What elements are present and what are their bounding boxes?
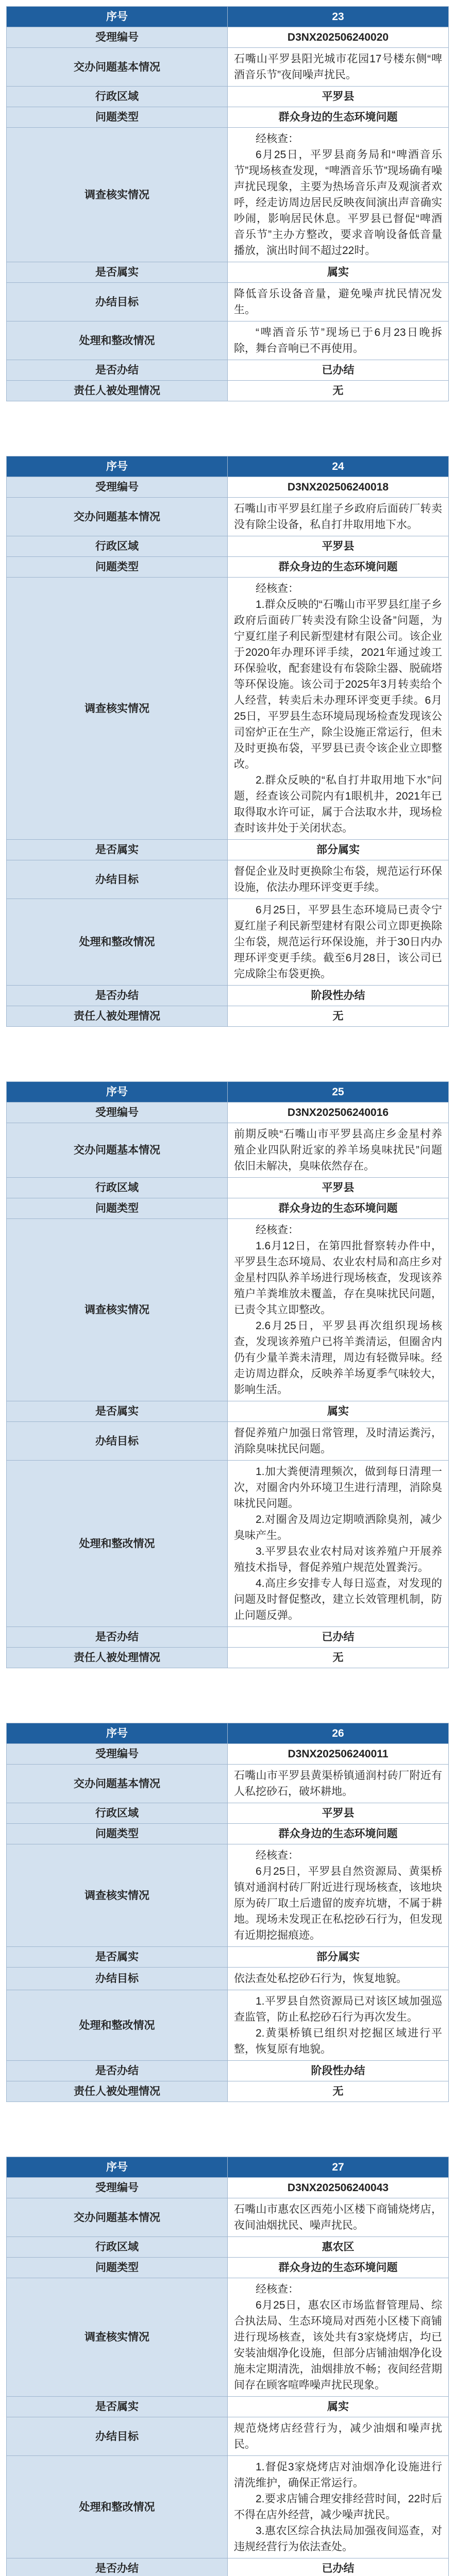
finished-value: 已办结 xyxy=(228,2558,449,2576)
row-type xyxy=(7,1198,449,1219)
finished-value: 阶段性办结 xyxy=(228,2061,449,2081)
row-basic xyxy=(7,2198,449,2237)
row-responsible xyxy=(7,1006,449,1027)
district-value: 平罗县 xyxy=(228,536,449,557)
row-is-true xyxy=(7,1947,449,1968)
goal-value: 督促企业及时更换除尘布袋，规范运行环保设施，依法办理环评变更手续。 xyxy=(228,860,449,899)
row-is-true xyxy=(7,262,449,283)
row-seq xyxy=(7,7,449,27)
responsible-label: 责任人被处理情况 xyxy=(7,381,228,401)
type-value: 群众身边的生态环境问题 xyxy=(228,107,449,128)
row-basic xyxy=(7,498,449,536)
verify-paragraph: 6月25日，平罗县自然资源局、黄渠桥镇对通润村砖厂附近进行现场核查，该地块原为砖厂取土后遗留的废弃坑塘，不属于耕地。现场未发现正在私挖砂石行为，但发现有近期挖掘痕迹。 xyxy=(234,1866,442,1941)
verify-value xyxy=(228,2278,449,2397)
verify-paragraph: 经核查： xyxy=(256,2283,299,2295)
basic-label: 交办问题基本情况 xyxy=(7,48,228,87)
seq-label: 序号 xyxy=(7,7,228,27)
basic-value: 石嘴山市平罗县红崖子乡政府后面砖厂转卖没有除尘设备，私自打井取用地下水。 xyxy=(228,498,449,536)
type-label: 问题类型 xyxy=(7,557,228,578)
accept-no-label: 受理编号 xyxy=(7,1744,228,1765)
row-seq xyxy=(7,1723,449,1744)
is-true-label: 是否属实 xyxy=(7,1947,228,1968)
handling-paragraph: 1.加大粪便清理频次，做到每日清理一次，对圈舍内外环境卫生进行清理，消除臭味扰民问题。 xyxy=(234,1466,442,1510)
row-handling xyxy=(7,321,449,360)
district-value: 平罗县 xyxy=(228,1178,449,1198)
verify-paragraph: 经核查： xyxy=(256,1224,299,1236)
is-true-label: 是否属实 xyxy=(7,2397,228,2417)
handling-value xyxy=(228,1461,449,1627)
row-accept-no xyxy=(7,1744,449,1765)
verify-value xyxy=(228,578,449,840)
row-responsible xyxy=(7,1648,449,1668)
case-table xyxy=(6,456,449,1027)
accept-no-label: 受理编号 xyxy=(7,1103,228,1123)
goal-label: 办结目标 xyxy=(7,1968,228,1990)
accept-no-value: D3NX202506240018 xyxy=(228,477,449,498)
is-true-label: 是否属实 xyxy=(7,1401,228,1422)
district-label: 行政区域 xyxy=(7,1178,228,1198)
row-accept-no xyxy=(7,477,449,498)
seq-value: 27 xyxy=(228,2157,449,2178)
verify-paragraph: 1.6月12日，在第四批督察转办件中，平罗县生态环境局、农业农村局和高庄乡对金星村四队养羊场进行现场核查，发现该养殖户羊粪堆放未覆盖，存在臭味扰民问题，已责令其立即整改。 xyxy=(234,1240,442,1316)
seq-label: 序号 xyxy=(7,1082,228,1103)
type-value: 群众身边的生态环境问题 xyxy=(228,1198,449,1219)
row-verify xyxy=(7,578,449,840)
is-true-value: 属实 xyxy=(228,2397,449,2417)
responsible-label: 责任人被处理情况 xyxy=(7,1006,228,1027)
verify-label: 调查核实情况 xyxy=(7,578,228,840)
verify-label: 调查核实情况 xyxy=(7,1844,228,1947)
row-goal xyxy=(7,1968,449,1990)
verify-value xyxy=(228,1844,449,1947)
seq-label: 序号 xyxy=(7,1723,228,1744)
goal-value: 降低音乐设备音量，避免噪声扰民情况发生。 xyxy=(228,283,449,321)
handling-label: 处理和整改情况 xyxy=(7,899,228,986)
handling-paragraph: 2.要求店铺合理安排经营时间，22时后不得在店外经营，减少噪声扰民。 xyxy=(234,2493,442,2521)
basic-label: 交办问题基本情况 xyxy=(7,498,228,536)
handling-value xyxy=(228,321,449,360)
row-verify xyxy=(7,128,449,262)
case-table xyxy=(6,2157,449,2576)
handling-value xyxy=(228,899,449,986)
is-true-value: 属实 xyxy=(228,262,449,283)
row-seq xyxy=(7,456,449,477)
row-responsible xyxy=(7,381,449,401)
accept-no-value: D3NX202506240016 xyxy=(228,1103,449,1123)
district-label: 行政区域 xyxy=(7,87,228,107)
responsible-label: 责任人被处理情况 xyxy=(7,2081,228,2102)
seq-value: 23 xyxy=(228,7,449,27)
handling-label: 处理和整改情况 xyxy=(7,321,228,360)
is-true-value: 部分属实 xyxy=(228,1947,449,1968)
goal-value: 督促养殖户加强日常管理，及时清运粪污，消除臭味扰民问题。 xyxy=(228,1422,449,1461)
type-label: 问题类型 xyxy=(7,2258,228,2278)
responsible-value: 无 xyxy=(228,381,449,401)
case-gap xyxy=(0,2102,455,2157)
handling-paragraph: “啤酒音乐节”现场已于6月23日晚拆除，舞台音响已不再使用。 xyxy=(234,327,442,354)
finished-value: 已办结 xyxy=(228,360,449,381)
accept-no-label: 受理编号 xyxy=(7,477,228,498)
row-handling xyxy=(7,2456,449,2558)
basic-value: 前期反映“石嘴山市平罗县高庄乡金星村养殖企业四队附近家的养羊场臭味扰民”问题依旧未解决，臭味依然存在。 xyxy=(228,1123,449,1178)
goal-label: 办结目标 xyxy=(7,1422,228,1461)
row-handling xyxy=(7,1461,449,1627)
seq-value: 24 xyxy=(228,456,449,477)
seq-value: 25 xyxy=(228,1082,449,1103)
responsible-value: 无 xyxy=(228,1006,449,1027)
row-district xyxy=(7,1803,449,1824)
handling-label: 处理和整改情况 xyxy=(7,1990,228,2061)
case-gap xyxy=(0,401,455,456)
accept-no-value: D3NX202506240011 xyxy=(228,1744,449,1765)
case-table xyxy=(6,1081,449,1668)
row-type xyxy=(7,1824,449,1844)
row-accept-no xyxy=(7,1103,449,1123)
row-finished xyxy=(7,1627,449,1648)
row-seq xyxy=(7,1082,449,1103)
handling-paragraph: 6月25日，平罗县生态环境局已责令宁夏红崖子利民新型建材有限公司立即更换除尘布袋，规范运行环保设施，并于30日内办理环评变更手续。截至6月28日，该公司已完成除尘布袋更换。 xyxy=(234,904,442,980)
type-value: 群众身边的生态环境问题 xyxy=(228,557,449,578)
verify-label: 调查核实情况 xyxy=(7,1219,228,1401)
is-true-label: 是否属实 xyxy=(7,262,228,283)
case-gap xyxy=(0,1668,455,1723)
finished-label: 是否办结 xyxy=(7,360,228,381)
row-handling xyxy=(7,899,449,986)
accept-no-label: 受理编号 xyxy=(7,27,228,48)
goal-value: 依法查处私挖砂石行为，恢复地貌。 xyxy=(228,1968,449,1990)
basic-value: 石嘴山市平罗县黄渠桥镇通润村砖厂附近有人私挖砂石，破坏耕地。 xyxy=(228,1765,449,1803)
verify-paragraph: 1.群众反映的“石嘴山市平罗县红崖子乡政府后面砖厂转卖没有除尘设备”问题，为宁夏红崖子利民新型建材有限公司。该企业于2020年办理环评手续，2021年通过竣工环保验收，配套建设有布袋除尘器、脱硫塔等环保设施。该公司于2025年3月转卖给个人经营，转卖后未办理环评变更手续。6月25日，平罗县生态环境局现场检查发现该公司窑炉正在生产，除尘设施正常运行，但未及时更换布袋，平罗县已责令该企业立即整改。 xyxy=(234,599,442,770)
row-accept-no xyxy=(7,27,449,48)
row-basic xyxy=(7,48,449,87)
row-handling xyxy=(7,1990,449,2061)
goal-label: 办结目标 xyxy=(7,860,228,899)
row-type xyxy=(7,2258,449,2278)
row-goal xyxy=(7,860,449,899)
seq-value: 26 xyxy=(228,1723,449,1744)
verify-value xyxy=(228,128,449,262)
verify-label: 调查核实情况 xyxy=(7,128,228,262)
district-label: 行政区域 xyxy=(7,536,228,557)
row-finished xyxy=(7,986,449,1006)
handling-paragraph: 2.黄渠桥镇已组织对挖掘区域进行平整，恢复原有地貌。 xyxy=(234,2027,442,2055)
row-district xyxy=(7,87,449,107)
row-is-true xyxy=(7,1401,449,1422)
type-label: 问题类型 xyxy=(7,107,228,128)
handling-label: 处理和整改情况 xyxy=(7,2456,228,2558)
basic-value: 石嘴山市惠农区西苑小区楼下商铺烧烤店，夜间油烟扰民、噪声扰民。 xyxy=(228,2198,449,2237)
responsible-value: 无 xyxy=(228,1648,449,1668)
handling-paragraph: 1.督促3家烧烤店对油烟净化设施进行清洗维护，确保正常运行。 xyxy=(234,2461,442,2489)
handling-value xyxy=(228,1990,449,2061)
row-responsible xyxy=(7,2081,449,2102)
row-basic xyxy=(7,1765,449,1803)
handling-paragraph: 3.平罗县农业农村局对该养殖户开展养殖技术指导，督促养殖户规范处置粪污。 xyxy=(234,1546,442,1573)
finished-label: 是否办结 xyxy=(7,2558,228,2576)
finished-value: 阶段性办结 xyxy=(228,986,449,1006)
type-label: 问题类型 xyxy=(7,1198,228,1219)
verify-paragraph: 2.群众反映的“私自打井取用地下水”问题，经查该公司院内有1眼机井，2021年已取得取水许可证，属于合法取水井，现场检查时该井处于关闭状态。 xyxy=(234,774,442,834)
handling-paragraph: 4.高庄乡安排专人每日巡查，对发现的问题及时督促整改，建立长效管理机制，防止问题反弹。 xyxy=(234,1578,442,1621)
verify-paragraph: 6月25日，惠农区市场监督管理局、综合执法局、生态环境局对西苑小区楼下商铺进行现场核查，该处共有3家烧烤店，均已安装油烟净化设施，但部分店铺油烟净化设施未定期清洗，油烟排放不畅；夜间经营期间存在顾客喧哗噪声扰民现象。 xyxy=(234,2299,442,2391)
basic-label: 交办问题基本情况 xyxy=(7,1765,228,1803)
row-type xyxy=(7,557,449,578)
row-basic xyxy=(7,1123,449,1178)
basic-value: 石嘴山平罗县阳光城市花园17号楼东侧“啤酒音乐节”夜间噪声扰民。 xyxy=(228,48,449,87)
goal-label: 办结目标 xyxy=(7,283,228,321)
handling-paragraph: 3.惠农区综合执法局加强夜间巡查，对违规经营行为依法查处。 xyxy=(234,2525,442,2553)
accept-no-value: D3NX202506240020 xyxy=(228,27,449,48)
row-goal xyxy=(7,1422,449,1461)
verify-paragraph: 经核查： xyxy=(256,133,299,145)
is-true-value: 部分属实 xyxy=(228,840,449,860)
row-district xyxy=(7,536,449,557)
case-gap xyxy=(0,1027,455,1081)
handling-paragraph: 1.平罗县自然资源局已对该区域加强巡查监管，防止私挖砂石行为再次发生。 xyxy=(234,1995,442,2023)
row-goal xyxy=(7,2417,449,2456)
responsible-label: 责任人被处理情况 xyxy=(7,1648,228,1668)
type-value: 群众身边的生态环境问题 xyxy=(228,1824,449,1844)
case-table xyxy=(6,1723,449,2102)
case-list xyxy=(0,6,455,2576)
row-district xyxy=(7,1178,449,1198)
finished-value: 已办结 xyxy=(228,1627,449,1648)
seq-label: 序号 xyxy=(7,2157,228,2178)
handling-label: 处理和整改情况 xyxy=(7,1461,228,1627)
finished-label: 是否办结 xyxy=(7,2061,228,2081)
responsible-value: 无 xyxy=(228,2081,449,2102)
accept-no-label: 受理编号 xyxy=(7,2178,228,2198)
goal-label: 办结目标 xyxy=(7,2417,228,2456)
finished-label: 是否办结 xyxy=(7,986,228,1006)
district-value: 平罗县 xyxy=(228,1803,449,1824)
district-label: 行政区域 xyxy=(7,1803,228,1824)
row-type xyxy=(7,107,449,128)
row-verify xyxy=(7,2278,449,2397)
district-value: 惠农区 xyxy=(228,2237,449,2258)
row-finished xyxy=(7,2061,449,2081)
row-is-true xyxy=(7,840,449,860)
accept-no-value: D3NX202506240043 xyxy=(228,2178,449,2198)
goal-value: 规范烧烤店经营行为，减少油烟和噪声扰民。 xyxy=(228,2417,449,2456)
row-district xyxy=(7,2237,449,2258)
case-table xyxy=(6,6,449,401)
row-verify xyxy=(7,1844,449,1947)
verify-paragraph: 6月25日，平罗县商务局和“啤酒音乐节”现场核查发现，“啤酒音乐节”现场确有噪声扰民现象，主要为热场音乐声及观演者欢呼，经走访周边居民反映夜间演出声音确实吵闹，影响居民休息。平罗县已督促“啤酒音乐节”主办方整改，要求音响设备低音量播放，演出时间不超过22时。 xyxy=(234,149,442,257)
verify-paragraph: 经核查： xyxy=(256,1850,299,1861)
verify-value xyxy=(228,1219,449,1401)
seq-label: 序号 xyxy=(7,456,228,477)
verify-label: 调查核实情况 xyxy=(7,2278,228,2397)
district-label: 行政区域 xyxy=(7,2237,228,2258)
row-is-true xyxy=(7,2397,449,2417)
finished-label: 是否办结 xyxy=(7,1627,228,1648)
row-finished xyxy=(7,360,449,381)
is-true-value: 属实 xyxy=(228,1401,449,1422)
handling-value xyxy=(228,2456,449,2558)
row-finished xyxy=(7,2558,449,2576)
handling-paragraph: 2.对圈舍及周边定期喷洒除臭剂，减少臭味产生。 xyxy=(234,1514,442,1541)
type-label: 问题类型 xyxy=(7,1824,228,1844)
is-true-label: 是否属实 xyxy=(7,840,228,860)
basic-label: 交办问题基本情况 xyxy=(7,2198,228,2237)
type-value: 群众身边的生态环境问题 xyxy=(228,2258,449,2278)
row-seq xyxy=(7,2157,449,2178)
row-goal xyxy=(7,283,449,321)
row-verify xyxy=(7,1219,449,1401)
district-value: 平罗县 xyxy=(228,87,449,107)
basic-label: 交办问题基本情况 xyxy=(7,1123,228,1178)
verify-paragraph: 经核查： xyxy=(256,583,299,595)
row-accept-no xyxy=(7,2178,449,2198)
verify-paragraph: 2.6月25日，平罗县再次组织现场核查，发现该养殖户已将羊粪清运，但圈舍内仍有少量羊粪未清理，周边有轻微异味。经走访周边群众，反映养羊场夏季气味较大，影响生活。 xyxy=(234,1320,442,1396)
